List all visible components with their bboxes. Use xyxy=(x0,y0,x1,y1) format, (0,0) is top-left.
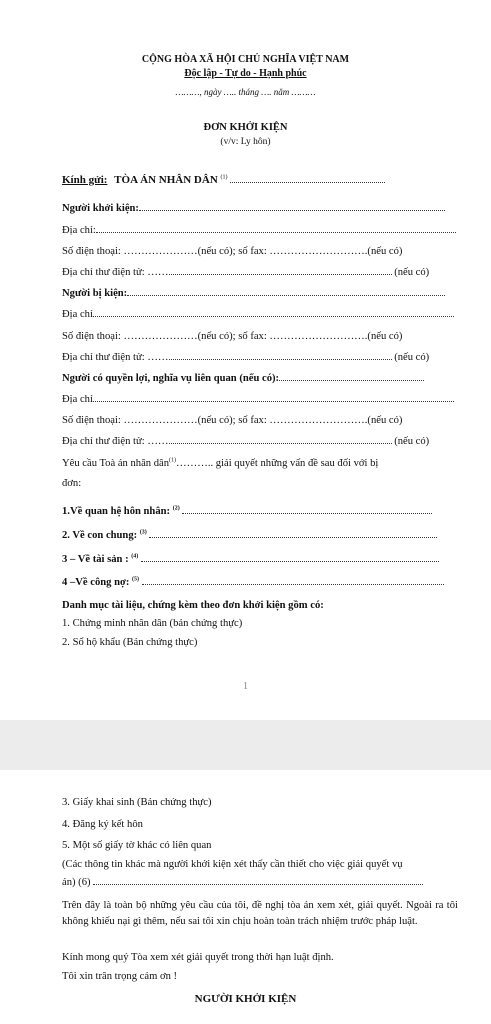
national-title: CỘNG HÒA XÃ HỘI CHỦ NGHĨA VIỆT NAM xyxy=(141,54,350,65)
attachment-item: 4. Đăng ký kết hôn xyxy=(62,819,143,830)
issue-debt: 4 –Về công nợ: $^{(5)}$ xyxy=(62,576,444,589)
request-line-2: đơn: xyxy=(62,478,82,489)
related-party-email: Địa chỉ thư điện tử: …… (nếu có) xyxy=(62,436,430,447)
court-name-field[interactable] xyxy=(230,174,385,183)
motto: Độc lập - Tự do - Hạnh phúc xyxy=(184,68,307,79)
related-party-address: Địa chỉ xyxy=(62,393,454,406)
related-party-heading: Người có quyền lợi, nghĩa vụ liên quan (nếu có): xyxy=(62,372,424,385)
closing-request: Kính mong quý Tòa xem xét giải quyết trong thời hạn luật định. xyxy=(62,952,334,963)
document-subtitle: (v/v: Ly hôn) xyxy=(220,137,271,147)
related-party-address-field[interactable] xyxy=(93,393,454,402)
issue-children-field[interactable] xyxy=(149,529,437,538)
plaintiff-address: Địa chỉ: xyxy=(62,224,456,237)
attachment-item: 1. Chứng minh nhân dân (bản chứng thực) xyxy=(62,618,243,629)
issue-property-field[interactable] xyxy=(141,553,439,562)
plaintiff-phone: Số điện thoại: …………………(nếu có); số fax: ……………………….(nếu có) xyxy=(62,246,403,257)
closing-thanks: Tôi xin trân trọng cảm ơn ! xyxy=(62,971,178,982)
issue-marriage: 1.Về quan hệ hôn nhân: $^{(2)}$ xyxy=(62,505,432,518)
related-party-name-field[interactable] xyxy=(279,372,424,381)
attachment-item: 5. Một số giấy tờ khác có liên quan xyxy=(62,840,212,851)
plaintiff-name-field[interactable] xyxy=(139,202,445,211)
defendant-email: Địa chỉ thư điện tử: …… (nếu có) xyxy=(62,352,430,363)
defendant-address-field[interactable] xyxy=(93,308,454,317)
attachment-item: 3. Giấy khai sinh (Bản chứng thực) xyxy=(62,797,212,808)
plaintiff-email: Địa chỉ thư điện tử: …… (nếu có) xyxy=(62,267,430,278)
defendant-heading: Người bị kiện: xyxy=(62,287,445,300)
page-separator xyxy=(0,720,491,770)
date-line: ………, ngày ….. tháng …. năm ……… xyxy=(175,87,316,97)
plaintiff-address-field[interactable] xyxy=(96,224,456,233)
related-party-email-field[interactable] xyxy=(169,435,392,444)
defendant-address: Địa chỉ xyxy=(62,308,454,321)
issue-marriage-field[interactable] xyxy=(182,505,432,514)
other-info-line-2: án) (6) xyxy=(62,876,423,889)
defendant-email-field[interactable] xyxy=(169,351,392,360)
attachments-heading: Danh mục tài liệu, chứng kèm theo đơn khởi kiện gồm có: xyxy=(62,600,324,611)
closing-paragraph: Trên đây là toàn bộ những yêu cầu của tôi, đề nghị tòa án xem xét, giải quyết. Ngoài ra tôi không khiếu nại gì thêm, nếu sai tôi xin chịu hoàn toàn trách nhiệm trước pháp luật. xyxy=(62,900,458,927)
plaintiff-heading: Người khởi kiện: xyxy=(62,202,445,215)
attachment-item: 2. Sổ hộ khẩu (Bản chứng thực) xyxy=(62,637,198,648)
defendant-phone: Số điện thoại: …………………(nếu có); số fax: ……………………….(nếu có) xyxy=(62,331,403,342)
addressee-line: Kính gửi: TÒA ÁN NHÂN DÂN $^{(1)}$ xyxy=(62,174,385,187)
document-title: ĐƠN KHỞI KIỆN xyxy=(203,122,288,133)
plaintiff-email-field[interactable] xyxy=(169,266,392,275)
other-info-line-1: (Các thông tin khác mà người khởi kiện xét thấy cần thiết cho việc giải quyết vụ xyxy=(62,859,403,870)
issue-debt-field[interactable] xyxy=(142,576,444,585)
signer-label: NGƯỜI KHỞI KIỆN xyxy=(194,993,297,1005)
other-info-field[interactable] xyxy=(93,876,423,885)
related-party-phone: Số điện thoại: …………………(nếu có); số fax: ……………………….(nếu có) xyxy=(62,415,403,426)
defendant-name-field[interactable] xyxy=(127,287,445,296)
page-number: 1 xyxy=(243,681,248,692)
issue-children: 2. Về con chung: $^{(3)}$ xyxy=(62,529,437,542)
issue-property: 3 – Về tài sản : $^{(4)}$ xyxy=(62,553,439,566)
document-page-2 xyxy=(0,770,491,1024)
request-line-1: Yêu cầu Toà án nhân dân$^{(1)}$……….. giải quyết những vấn đề sau đối với bị xyxy=(62,457,379,469)
